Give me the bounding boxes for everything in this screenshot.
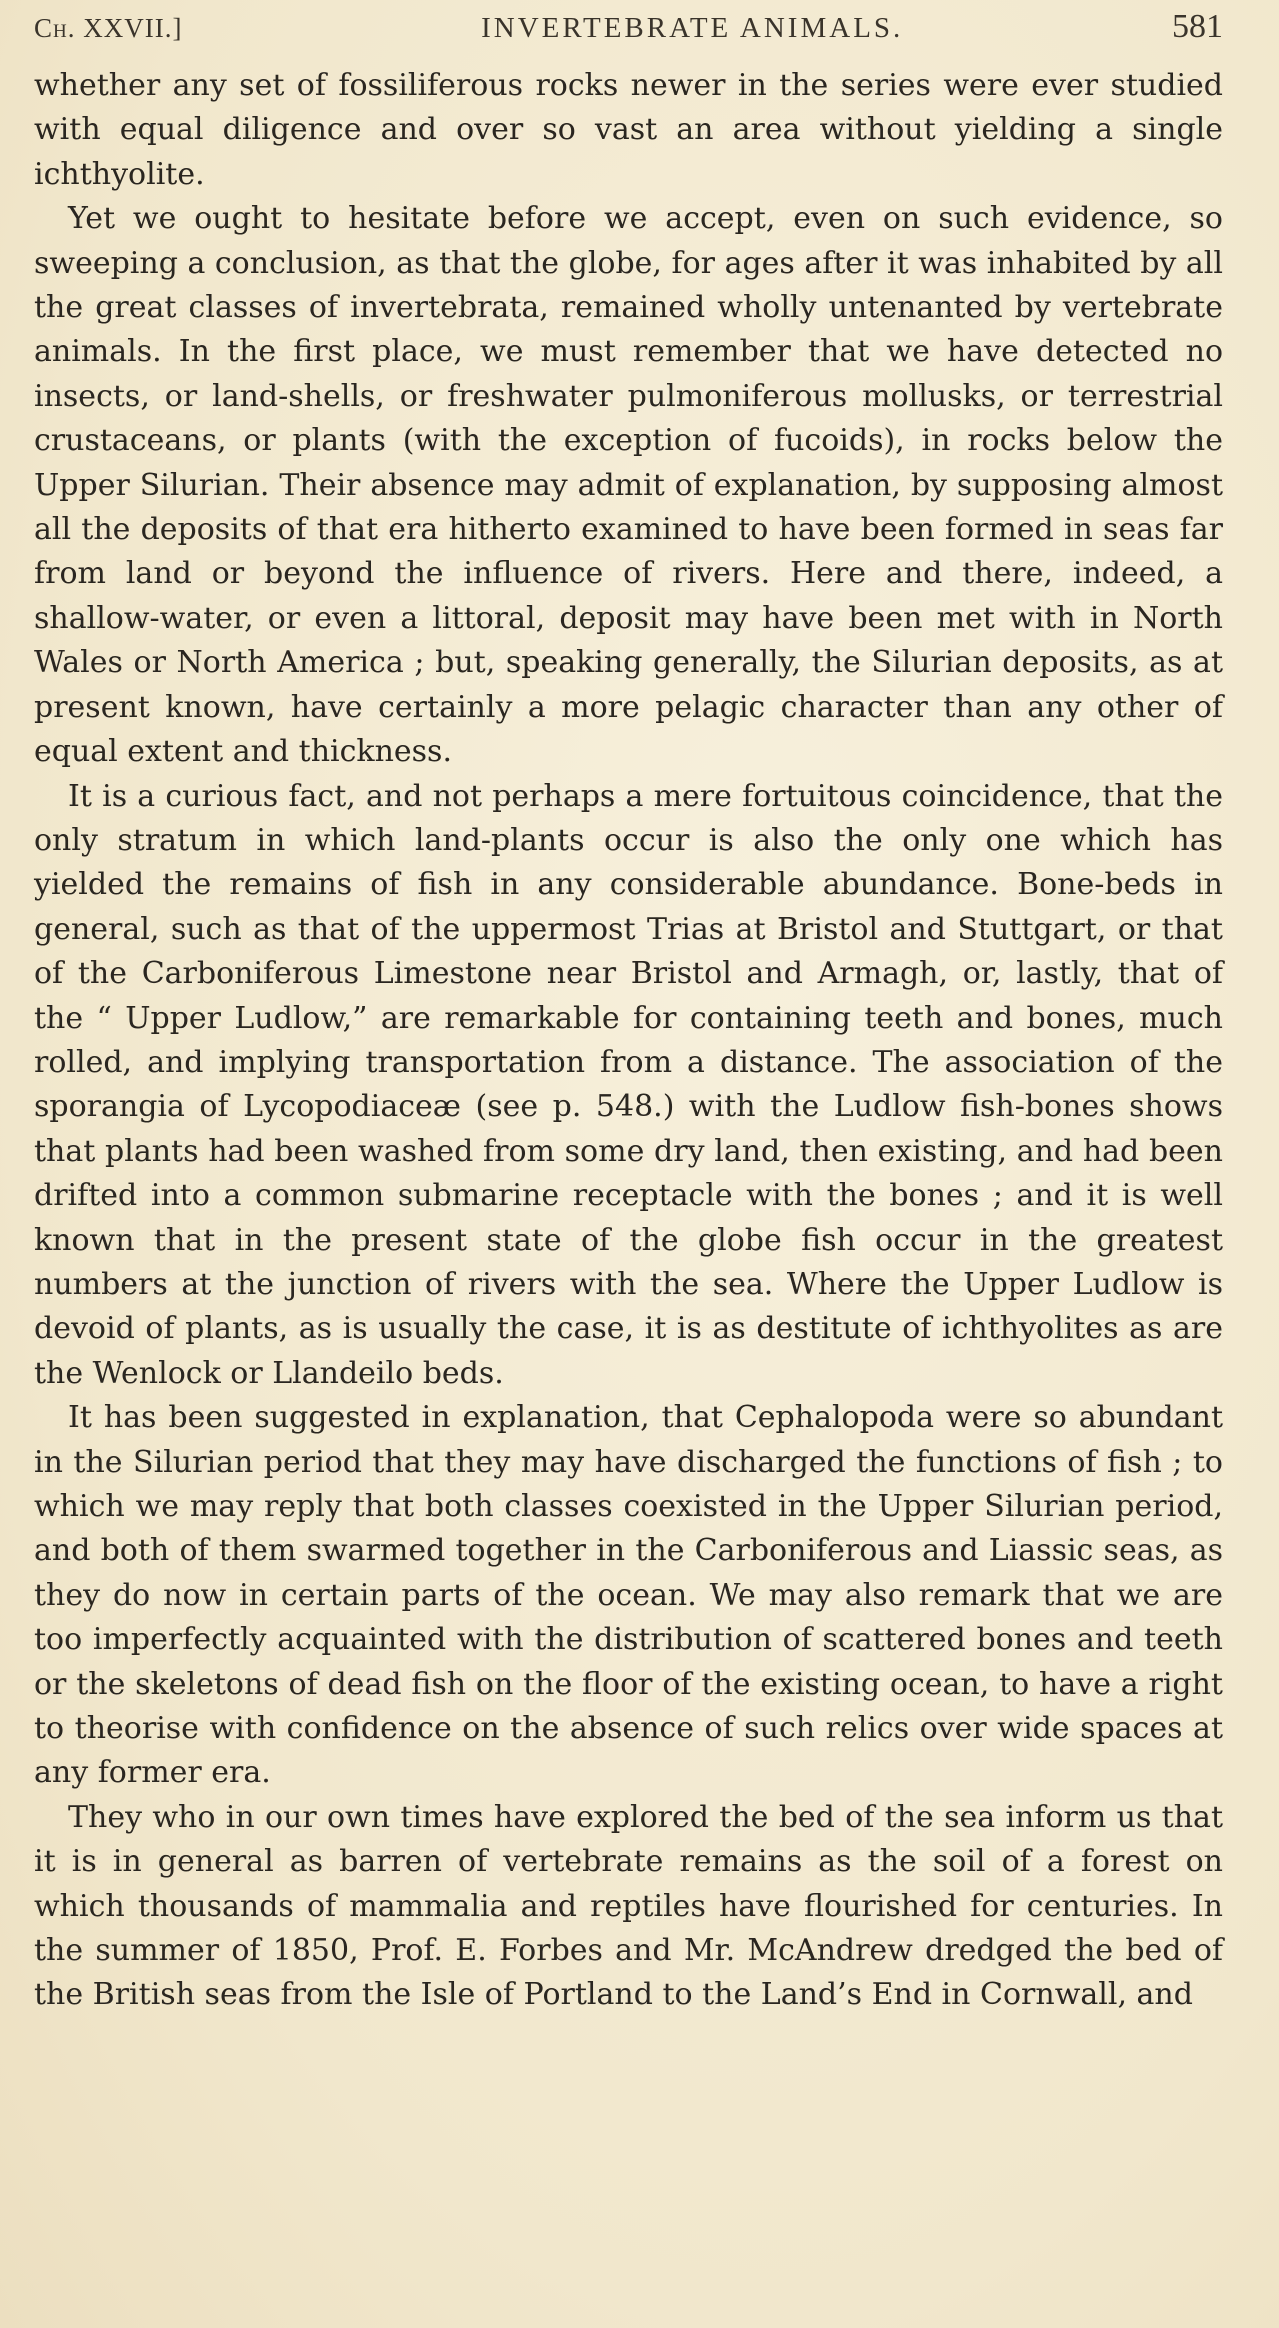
paragraph: They who in our own times have explored the bed of the sea inform us that it is in general as barren of vertebrate remains as the soil of a forest on which thousands of mammalia and reptiles have flourished for centuries. In the summer of 1850, Prof. E. Forbes and Mr. McAndrew dredged the bed of the British seas from the Isle of Portland to the Land’s End in Cornwall, and — [34, 1799, 1223, 2013]
paragraph: Yet we ought to hesitate before we accept, even on such evidence, so sweeping a conclusion, as that the globe, for ages after it was inhabited by all the great classes of invertebrata, remained wholly untenanted by vertebrate animals. In the first place, we must remember that we have detected no insects, or land-shells, or freshwater pulmoniferous mollusks, or terrestrial crustaceans, or plants (with the exception of fucoids), in rocks below the Upper Silurian. Their absence may admit of explanation, by supposing almost all the deposits of that era hitherto examined to have been formed in seas far from land or beyond the influence of rivers. Here and there, indeed, a shallow-water, or even a littoral, deposit may have been met with in North Wales or North America ; but, speaking generally, the Silurian deposits, as at present known, have certainly a more pelagic character than any other of equal extent and thickness. — [34, 201, 1223, 770]
paragraph: It has been suggested in explanation, that Cephalopoda were so abundant in the Silurian period that they may have discharged the functions of fish ; to which we may reply that both classes coexisted in the Upper Silurian period, and both of them swarmed together in the Carboniferous and Liassic seas, as they do now in certain parts of the ocean. We may also remark that we are too imperfectly acquainted with the distribution of scattered bones and teeth or the skeletons of dead fish on the floor of the existing ocean, to have a right to theorise with confidence on the absence of such relics over wide spaces at any former era. — [34, 1400, 1223, 1791]
paragraph-continued: whether any set of fossiliferous rocks newer in the series were ever studied with equal diligence and over so vast an area without yielding a single ichthyolite. — [34, 68, 1223, 192]
body-text — [34, 64, 1223, 2018]
running-head — [34, 8, 1223, 64]
running-title: INVERTEBRATE ANIMALS. — [481, 12, 904, 44]
page-number: 581 — [1171, 8, 1223, 45]
chapter-reference: Ch. XXVII.] — [34, 13, 183, 43]
paragraph: It is a curious fact, and not perhaps a mere fortuitous coincidence, that the only stratum in which land-plants occur is also the only one which has yielded the remains of fish in any considerable abundance. Bone-beds in general, such as that of the uppermost Trias at Bristol and Stuttgart, or that of the Carboniferous Limestone near Bristol and Armagh, or, lastly, that of the “ Upper Ludlow,” are remarkable for containing teeth and bones, much rolled, and implying transportation from a distance. The association of the sporangia of Lycopodiaceæ (see p. 548.) with the Ludlow fish-bones shows that plants had been washed from some dry land, then existing, and had been drifted into a common submarine receptacle with the bones ; and it is well known that in the present state of the globe fish occur in the greatest numbers at the junction of rivers with the sea. Where the Upper Ludlow is devoid of plants, as is usually the case, it is as destitute of ichthyolites as are the Wenlock or Llandeilo beds. — [34, 778, 1223, 1391]
